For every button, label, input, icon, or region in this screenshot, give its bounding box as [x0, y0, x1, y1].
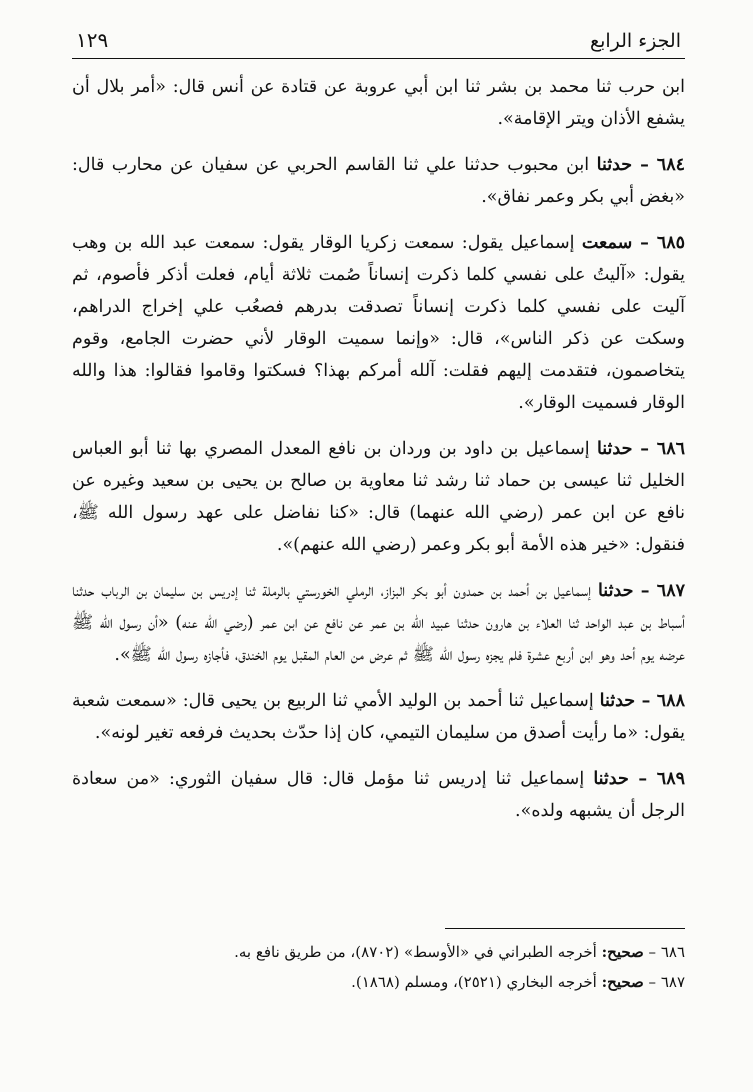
footnote-number: ٦٨٦ –: [648, 943, 685, 961]
footnote-grade: صحيح:: [601, 973, 644, 991]
paragraph-text: إسماعيل ثنا أحمد بن الوليد الأمي ثنا الربيع بن يحيى قال: «سمعت شعبة يقول: «ما رأيت أصدق من سليمان التيمي، كان إذا حدّث بحديث فرفعه تغير لونه».: [72, 691, 685, 743]
hadith-685: [72, 227, 685, 419]
paragraph-text: ابن محبوب حدثنا علي ثنا القاسم الحربي عن سفيان عن محارب قال: «بغض أبي بكر وعمر نفاق».: [72, 155, 685, 207]
footnotes: [72, 928, 685, 997]
footnote-686: [72, 937, 685, 967]
hadith-686: [72, 433, 685, 561]
hadith-689: [72, 763, 685, 827]
hadith-number: ٦٨٩ – حدثنا: [593, 769, 685, 789]
footnote-number: ٦٨٧ –: [648, 973, 685, 991]
hadith-number: ٦٨٤ – حدثنا: [596, 155, 685, 175]
hadith-684: [72, 149, 685, 213]
paragraph-text: إسماعيل بن أحمد بن حمدون أبو بكر البزاز، الرملي الخورستي بالرملة ثنا إدريس بن سليمان بن الرباب حدثنا أسباط بن عبد الواحد ثنا العلاء بن هارون حدثنا عبيد الله بن عمر عن نافع عن ابن عمر (رضي الله عنه) «أن رسول الله ﷺ عرضه يوم أحد وهو ابن أربع عشرة فلم يجزه رسول الله ﷺ ثم عرض من العام المقبل يوم الخندق، فأجازه رسول الله ﷺ».: [72, 581, 685, 665]
hadith-number: ٦٨٧ – حدثنا: [597, 581, 685, 601]
footnote-text: أخرجه البخاري (٢٥٢١)، ومسلم (١٨٦٨).: [351, 973, 602, 991]
paragraph-text: إسماعيل بن داود بن وردان بن نافع المعدل المصري بها ثنا أبو العباس الخليل ثنا عيسى بن حماد ثنا رشد ثنا معاوية بن صالح بن يحيى بن سعيد وغيره عن نافع عن ابن عمر (رضي الله عنهما) قال: «كنا نفاضل على عهد رسول الله ﷺ، فنقول: «خير هذه الأمة أبو بكر وعمر (رضي الله عنهم)».: [72, 439, 685, 555]
footnote-grade: صحيح:: [601, 943, 644, 961]
footnote-687: [72, 967, 685, 997]
section-title: الجزء الرابع: [589, 30, 681, 52]
paragraph-text: ابن حرب ثنا محمد بن بشر ثنا ابن أبي عروبة عن قتادة عن أنس قال: «أمر بلال أن يشفع الأذان ويتر الإقامة».: [72, 77, 685, 129]
hadith-number: ٦٨٥ – سمعت: [581, 233, 686, 253]
paragraph-text: إسماعيل ثنا إدريس ثنا مؤمل قال: قال سفيان الثوري: «من سعادة الرجل أن يشبهه ولده».: [72, 769, 685, 821]
main-text: [72, 71, 685, 827]
hadith-687: [72, 575, 685, 671]
footnote-text: أخرجه الطبراني في «الأوسط» (٨٧٠٢)، من طريق نافع به.: [234, 943, 602, 961]
page-number: ١٢٩: [76, 28, 109, 52]
running-header: [72, 28, 685, 59]
hadith-number: ٦٨٦ – حدثنا: [596, 439, 685, 459]
hadith-number: ٦٨٨ – حدثنا: [599, 691, 685, 711]
paragraph: [72, 71, 685, 135]
footnote-divider: [445, 928, 685, 929]
hadith-688: [72, 685, 685, 749]
paragraph-text: إسماعيل يقول: سمعت زكريا الوقار يقول: سمعت عبد الله بن وهب يقول: «آليتُ على نفسي كلما ذكرت إنساناً صُمت ثلاثة أيام، فعلت أذكر فأصوم، ثم آليت على نفسي كلما ذكرت إنساناً تصدقت بدرهم فصعُب علي إخراج الدراهم، وسكت عن ذكر الناس»، قال: «وإنما سميت الوقار لأني حضرت الجامع، وقوم يتخاصمون، فتقدمت إليهم فقلت: آلله أمركم بهذا؟ فسكتوا وقاموا فقالوا: هذا والله الوقار فسميت الوقار».: [72, 233, 685, 413]
